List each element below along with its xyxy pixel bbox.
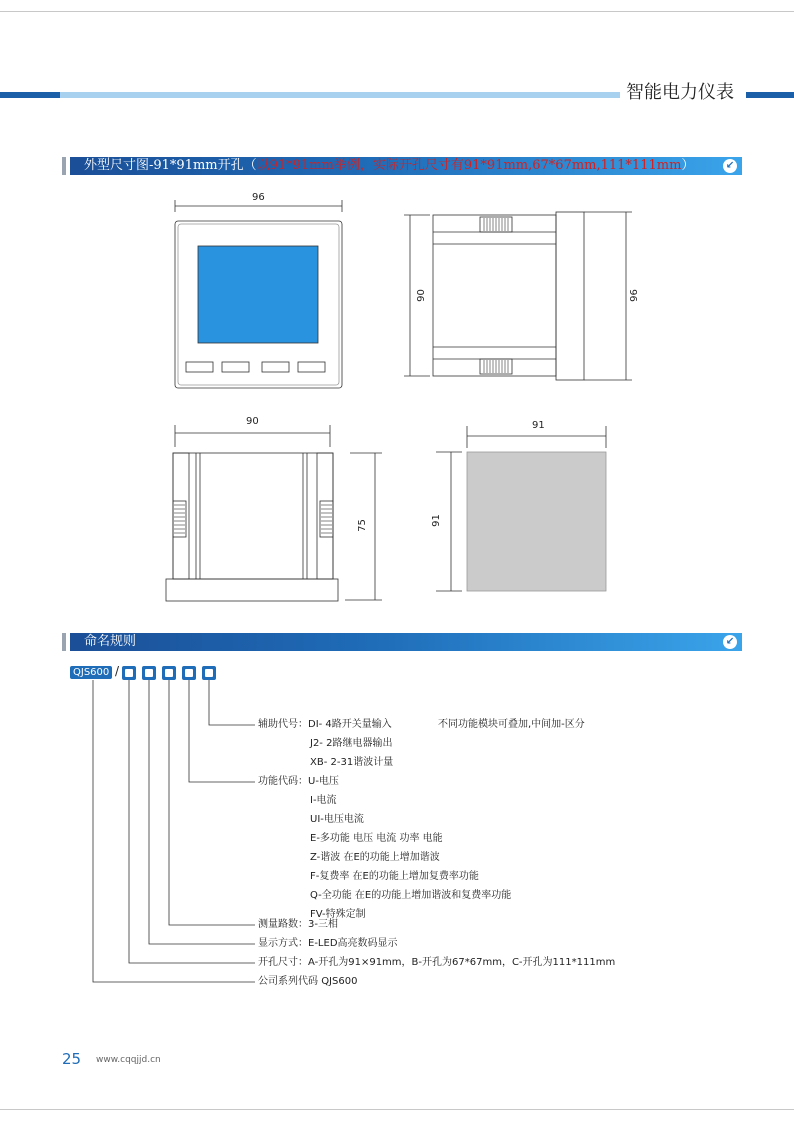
footer-url: www.cqqjjd.cn (96, 1055, 161, 1065)
section-arrow-icon: ↙ (723, 159, 737, 173)
rule-f: F-复费率 在E的功能上增加复费率功能 (310, 871, 479, 882)
header-bar-end (746, 92, 794, 98)
rule-channels: 测量路数：3-三相 (258, 919, 338, 930)
code-separator: / (115, 664, 120, 678)
rule-e: E-多功能 电压 电流 功率 电能 (310, 833, 443, 844)
rule-aux-note: 不同功能模块可叠加,中间加-区分 (438, 719, 585, 730)
section-bar-naming (70, 633, 742, 651)
dim-cutout-height: 91 (430, 514, 442, 527)
rule-ui: UI-电压电流 (310, 814, 364, 825)
dim-front-width: 96 (252, 192, 265, 203)
model-code-badge: QJS600 (70, 666, 112, 679)
dim-side-depth: 90 (415, 289, 427, 302)
rule-q: Q-全功能 在E的功能上增加谐波和复费率功能 (310, 890, 512, 901)
dim-top-depth: 75 (356, 519, 368, 532)
page-number: 25 (62, 1050, 82, 1068)
rule-function-code: 功能代码：U-电压 (258, 776, 339, 787)
rule-z: Z-谐波 在E的功能上增加谐波 (310, 852, 440, 863)
dim-top-width: 90 (246, 416, 259, 427)
top-rule (0, 11, 794, 12)
rule-series: 公司系列代码 QJS600 (258, 976, 358, 987)
rule-display: 显示方式：E-LED高亮数码显示 (258, 938, 398, 949)
rule-j2: J2- 2路继电器输出 (310, 738, 393, 749)
section-title-dimensions: 外型尺寸图-91*91mm开孔（以91*91mm举例，实际开孔尺寸有91*91mm,67*67mm,111*111mm） (84, 158, 695, 173)
dim-cutout-width: 91 (532, 420, 545, 431)
rule-xb: XB- 2-31谐波计量 (310, 757, 394, 768)
bottom-rule (0, 1109, 794, 1110)
rule-cutout: 开孔尺寸：A-开孔为91×91mm，B-开孔为67*67mm，C-开孔为111*111mm (258, 957, 616, 968)
header-bar-light (60, 92, 620, 98)
section-marker (62, 157, 66, 175)
rule-i: I-电流 (310, 795, 337, 806)
section-marker (62, 633, 66, 651)
header-title: 智能电力仪表 (626, 82, 734, 103)
dim-side-height: 96 (626, 289, 638, 302)
rule-fv: FV-特殊定制 (310, 909, 366, 920)
header-bar-dark (0, 92, 60, 98)
section-arrow-icon: ↙ (723, 635, 737, 649)
dimension-drawings (0, 180, 794, 620)
section-title-naming: 命名规则 (84, 634, 137, 649)
rule-aux-code: 辅助代号：DI- 4路开关量输入 (258, 719, 392, 730)
